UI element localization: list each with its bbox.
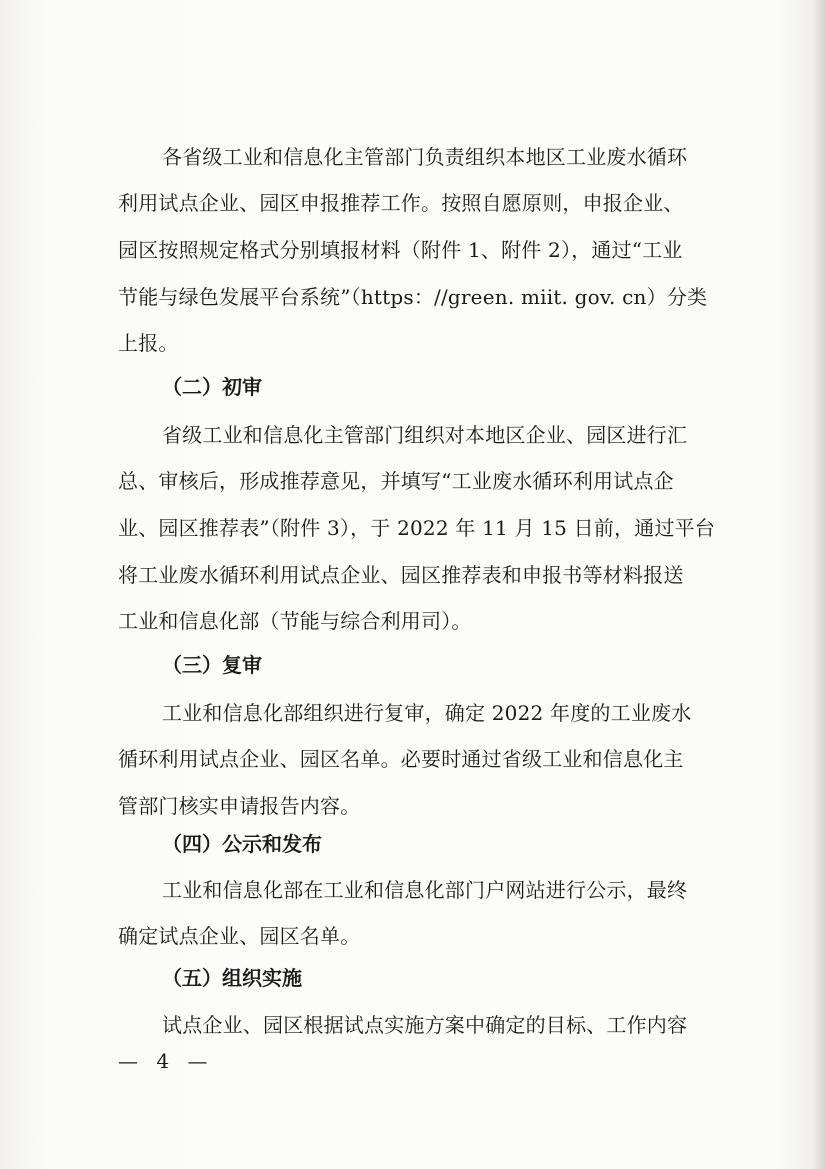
page-number: — 4 —	[118, 1049, 214, 1073]
paragraph-2-line-2: 总、审核后，形成推荐意见，并填写“工业废水循环利用试点企	[118, 469, 674, 493]
paragraph-3-line-2: 循环利用试点企业、园区名单。必要时通过省级工业和信息化主	[118, 747, 684, 771]
paragraph-1-line-1: 各省级工业和信息化主管部门负责组织本地区工业废水循环	[162, 145, 688, 169]
section-heading-second-review: （三）复审	[162, 653, 262, 677]
paragraph-5-line-1: 试点企业、园区根据试点实施方案中确定的目标、工作内容	[162, 1013, 688, 1037]
paragraph-1-line-3: 园区按照规定格式分别填报材料（附件 1、附件 2），通过“工业	[118, 238, 683, 262]
paragraph-1-line-5: 上报。	[118, 331, 179, 355]
paragraph-4-line-1: 工业和信息化部在工业和信息化部门户网站进行公示，最终	[162, 878, 688, 902]
paragraph-2-line-1: 省级工业和信息化主管部门组织对本地区企业、园区进行汇	[162, 423, 688, 447]
page-edge-shadow	[812, 0, 826, 1169]
section-heading-publicity-release: （四）公示和发布	[162, 832, 322, 856]
paragraph-1-line-2: 利用试点企业、园区申报推荐工作。按照自愿原则，申报企业、	[118, 191, 684, 215]
paragraph-3-line-3: 管部门核实申请报告内容。	[118, 794, 361, 818]
paragraph-4-line-2: 确定试点企业、园区名单。	[118, 924, 361, 948]
paragraph-2-line-4: 将工业废水循环利用试点企业、园区推荐表和申报书等材料报送	[118, 563, 684, 587]
paragraph-2-line-5: 工业和信息化部（节能与综合利用司）。	[118, 609, 472, 633]
paragraph-2-line-3: 业、园区推荐表”（附件 3），于 2022 年 11 月 15 日前，通过平台	[118, 516, 716, 540]
section-heading-preliminary-review: （二）初审	[162, 375, 262, 399]
paragraph-3-line-1: 工业和信息化部组织进行复审，确定 2022 年度的工业废水	[162, 701, 692, 725]
section-heading-implementation: （五）组织实施	[162, 966, 302, 990]
paragraph-1-line-4: 节能与绿色发展平台系统”（https：//green. miit. gov. cn）分类	[118, 285, 708, 309]
